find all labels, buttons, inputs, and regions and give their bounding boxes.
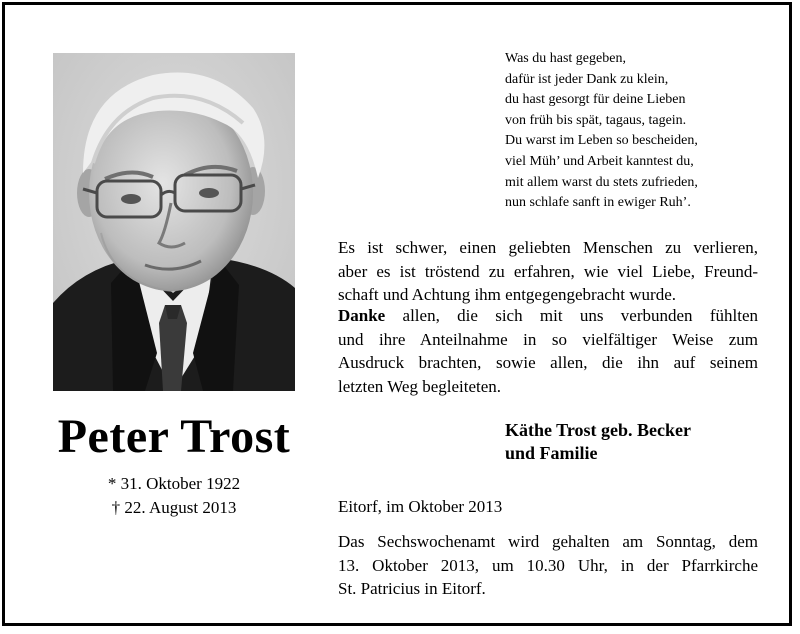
- life-dates: [41, 472, 307, 520]
- poem-line: dafür ist jeder Dank zu klein,: [505, 71, 669, 87]
- condolence-paragraph: [338, 236, 758, 307]
- death-date: † 22. August 2013: [111, 498, 237, 517]
- paragraph-line: 13. Oktober 2013, um 10.30 Uhr, in der Pfarrkirche: [338, 555, 758, 575]
- deceased-name: Peter Trost: [57, 410, 291, 463]
- paragraph-line: St. Patricius in Eitorf.: [338, 579, 486, 599]
- birth-date: * 31. Oktober 1922: [107, 474, 241, 493]
- paragraph-line: letzten Weg begleiteten.: [338, 376, 502, 396]
- signature-line: Käthe Trost geb. Becker: [505, 420, 691, 440]
- service-paragraph: [338, 530, 758, 601]
- paragraph-line: Ausdruck brachten, sowie allen, die ihn auf seinem: [338, 353, 758, 373]
- thanks-paragraph: [338, 304, 758, 398]
- portrait-photo: [53, 53, 295, 391]
- poem-line: Was du hast gegeben,: [505, 51, 626, 66]
- paragraph-line: Das Sechswochenamt wird gehalten am Sonntag, dem: [338, 532, 758, 551]
- signature: [505, 419, 691, 465]
- paragraph-line: und ihre Anteilnahme in so vielfältiger Weise zum: [338, 329, 758, 349]
- thanks-line-rest: allen, die sich mit uns verbunden fühlten: [385, 306, 758, 325]
- paragraph-line: aber es ist tröstend zu erfahren, wie viel Liebe, Freund-: [338, 261, 758, 281]
- poem-line: nun schlafe sanft in ewiger Ruh’.: [505, 195, 691, 211]
- signature-line: und Familie: [505, 443, 598, 463]
- paragraph-line: Es ist schwer, einen geliebten Menschen zu verlieren,: [338, 238, 758, 257]
- poem-line: viel Müh’ und Arbeit kanntest du,: [505, 153, 694, 169]
- thanks-word: Danke: [338, 306, 386, 325]
- paragraph-line: schaft und Achtung ihm entgegengebracht wurde.: [338, 285, 677, 305]
- paragraph-line: [338, 304, 758, 328]
- poem-line: mit allem warst du stets zufrieden,: [505, 174, 698, 190]
- place-date: Eitorf, im Oktober 2013: [338, 497, 503, 516]
- obituary-card: [2, 2, 792, 626]
- memorial-poem: [505, 49, 785, 214]
- poem-line: Du warst im Leben so bescheiden,: [505, 133, 698, 149]
- poem-line: von früh bis spät, tagaus, tagein.: [505, 112, 687, 128]
- poem-line: du hast gesorgt für deine Lieben: [505, 92, 686, 108]
